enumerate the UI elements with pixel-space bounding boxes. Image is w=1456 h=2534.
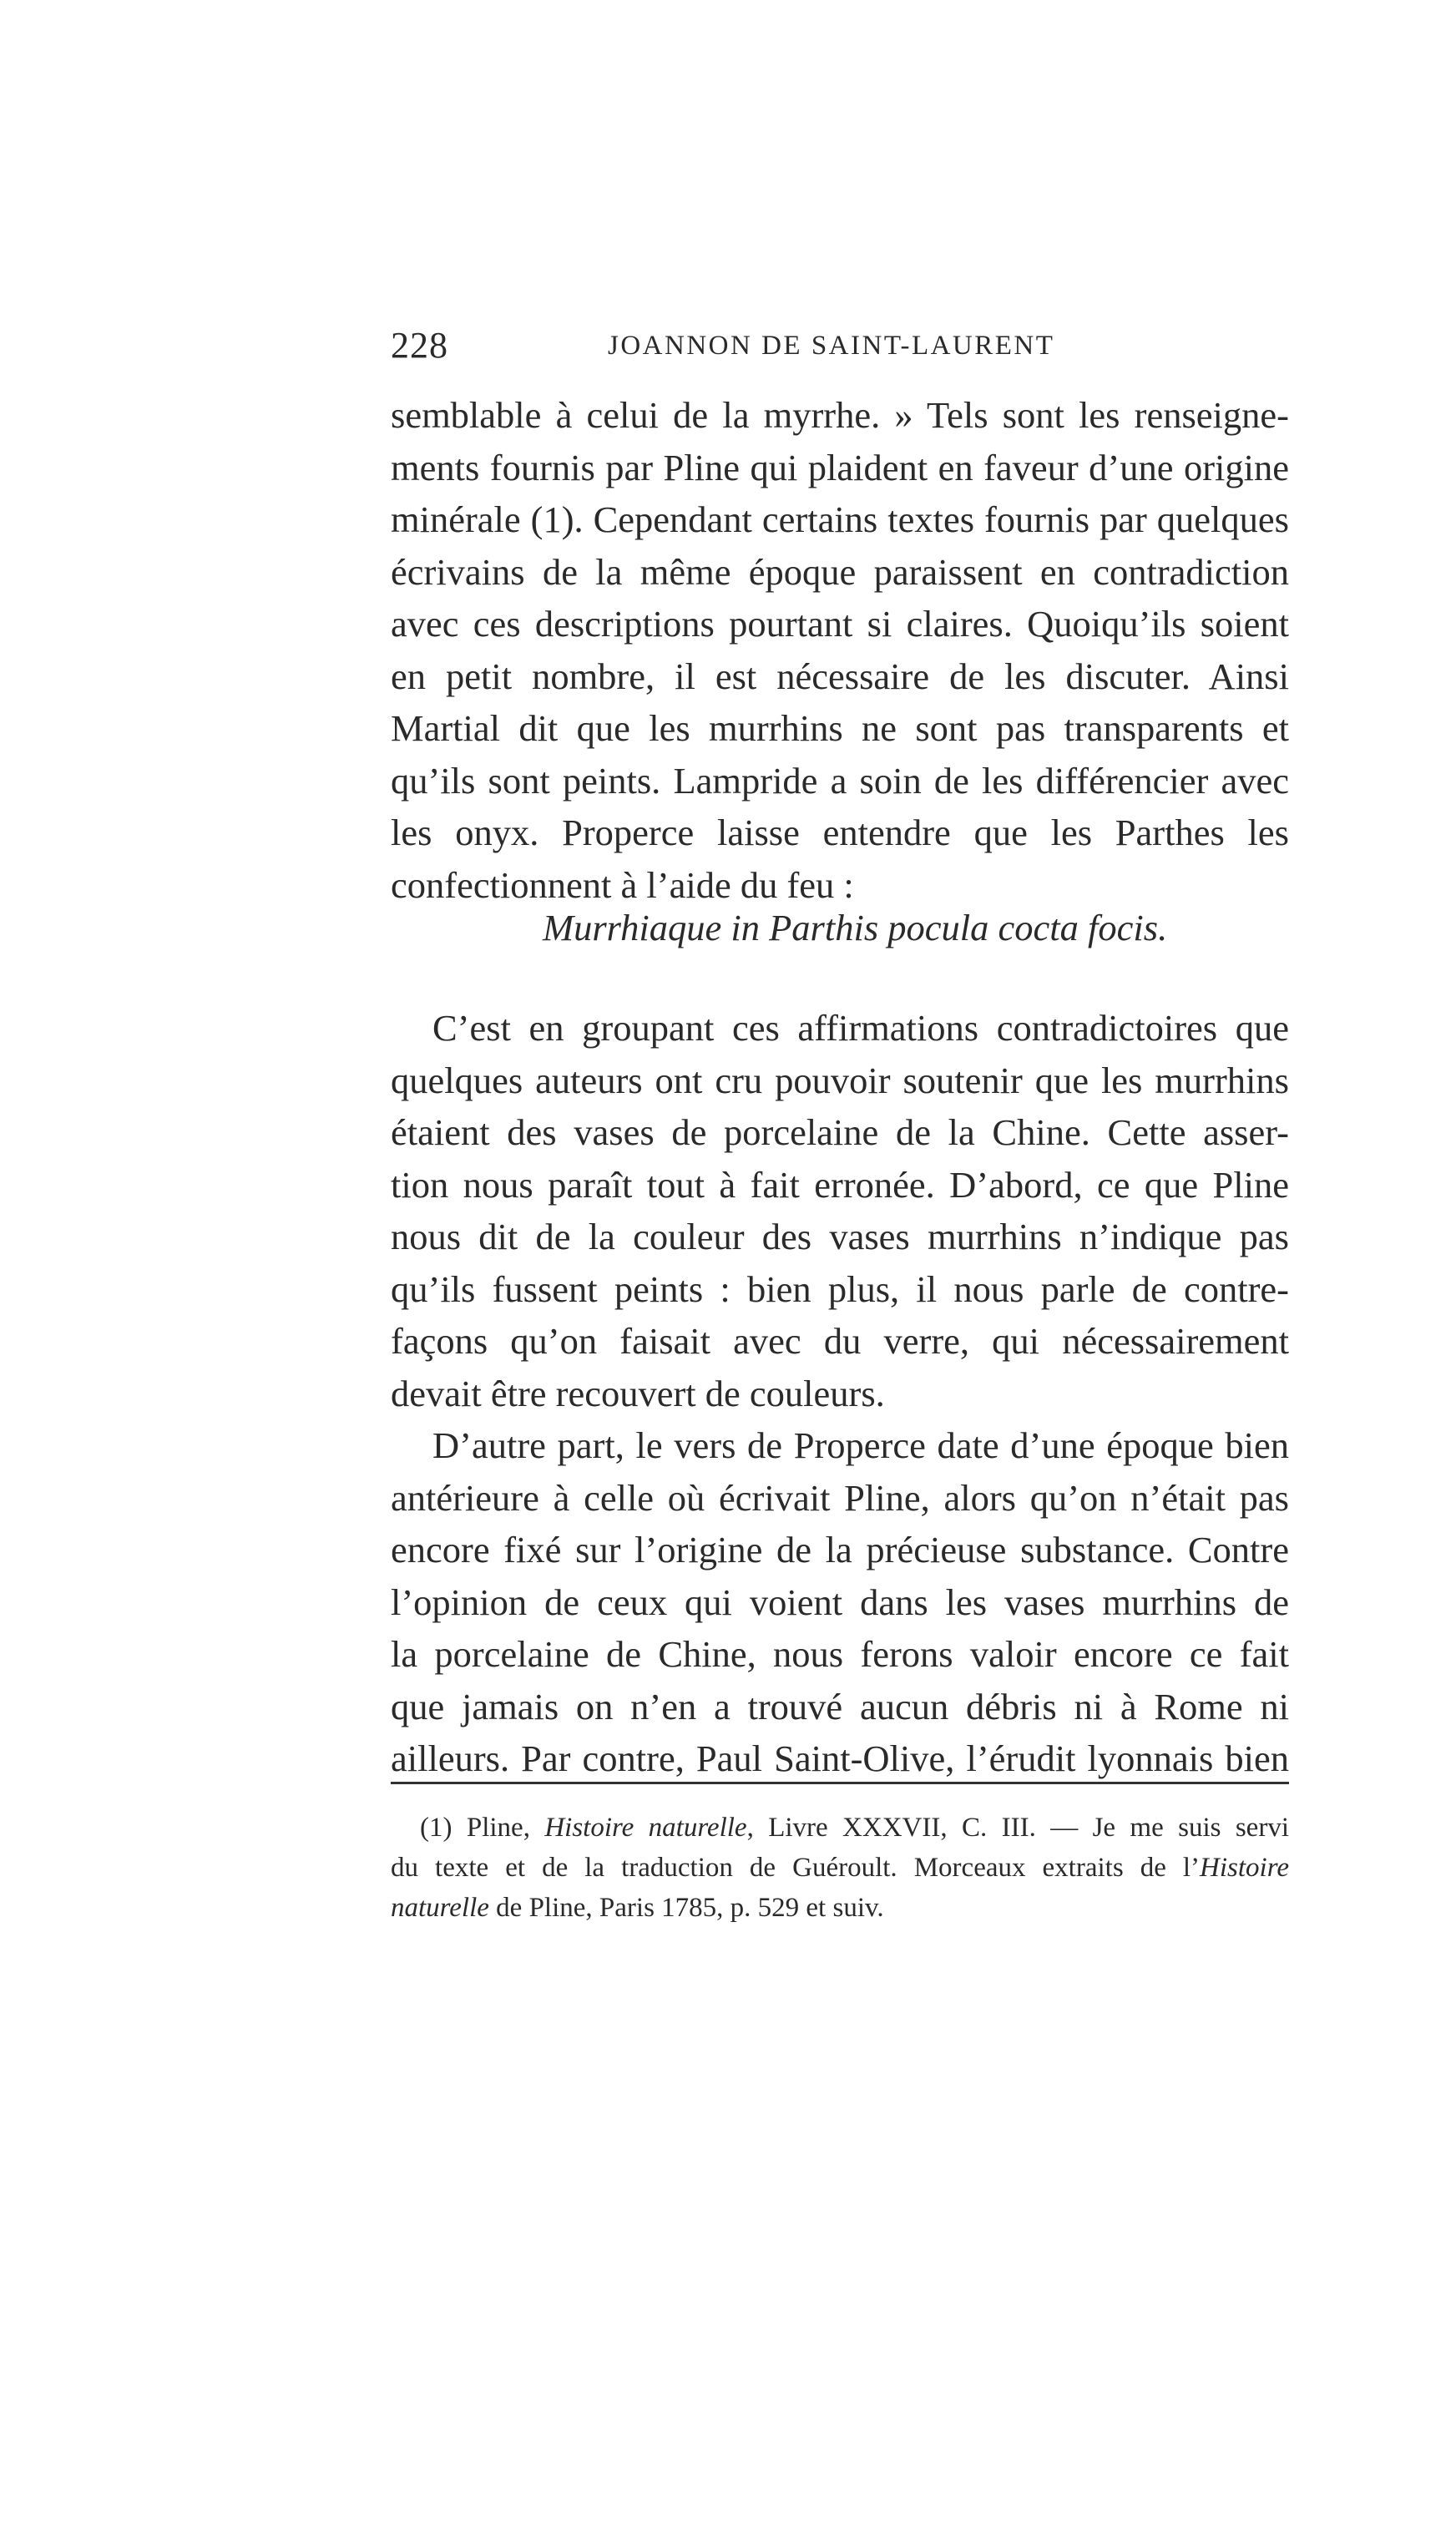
running-head: JOANNON DE SAINT-LAURENT bbox=[608, 331, 1055, 361]
text-line: écrivains de la même époque paraissent en contradiction bbox=[391, 550, 1289, 593]
text-line: encore fixé sur l’origine de la précieuse substance. Contre bbox=[391, 1529, 1289, 1570]
text-line: l’opinion de ceux qui voient dans les vases murrhins de bbox=[391, 1581, 1289, 1623]
text-line: qu’ils fussent peints : bien plus, il nous parle de contre- bbox=[391, 1267, 1289, 1310]
latin-verse-quote: Murrhiaque in Parthis pocula cocta focis. bbox=[543, 907, 1168, 948]
text-line: les onyx. Properce laisse entendre que les Parthes les bbox=[391, 812, 1289, 853]
text-line: en petit nombre, il est nécessaire de les discuter. Ainsi bbox=[391, 655, 1289, 697]
text-line: C’est en groupant ces affirmations contradictoires que bbox=[432, 1007, 1289, 1049]
footnote-line: (1) Pline, Histoire naturelle, Livre XXXVII, C. III. — Je me suis servi bbox=[420, 1813, 1289, 1843]
page-header bbox=[391, 324, 1289, 374]
text-line: semblable à celui de la myrrhe. » Tels sont les renseigne- bbox=[391, 394, 1289, 436]
footnote bbox=[391, 1808, 1289, 1928]
text-line: qu’ils sont peints. Lampride a soin de les différencier avec bbox=[391, 759, 1289, 802]
text-line: tion nous paraît tout à fait erronée. D’abord, ce que Pline bbox=[391, 1163, 1289, 1206]
text-line: D’autre part, le vers de Properce date d’une époque bien bbox=[432, 1424, 1289, 1466]
text-line: façons qu’on faisait avec du verre, qui nécessairement bbox=[391, 1320, 1289, 1362]
text-line: antérieure à celle où écrivait Pline, alors qu’on n’était pas bbox=[391, 1476, 1289, 1519]
text-line: la porcelaine de Chine, nous ferons valoir encore ce fait bbox=[391, 1633, 1289, 1675]
text-line: que jamais on n’en a trouvé aucun débris ni à Rome ni bbox=[391, 1685, 1289, 1727]
text-line: quelques auteurs ont cru pouvoir soutenir que les murrhins bbox=[391, 1059, 1289, 1101]
paragraph-2-3 bbox=[391, 1002, 1289, 1785]
text-line: étaient des vases de porcelaine de la Chine. Cette asser- bbox=[391, 1111, 1289, 1153]
text-line: avec ces descriptions pourtant si claires. Quoiqu’ils soient bbox=[391, 603, 1289, 645]
paragraph-1 bbox=[391, 389, 1289, 911]
page-number: 228 bbox=[391, 325, 448, 366]
text-line: confectionnent à l’aide du feu : bbox=[391, 863, 854, 906]
text-line: ments fournis par Pline qui plaident en faveur d’une origine bbox=[391, 446, 1289, 488]
text-line: minérale (1). Cependant certains textes fournis par quelques bbox=[391, 498, 1289, 540]
footnote-line: naturelle de Pline, Paris 1785, p. 529 et suiv. bbox=[391, 1893, 884, 1923]
text-line: ailleurs. Par contre, Paul Saint-Olive, l’érudit lyonnais bien bbox=[391, 1737, 1289, 1779]
text-line: Martial dit que les murrhins ne sont pas transparents et bbox=[391, 707, 1289, 749]
footnote-line: du texte et de la traduction de Guéroult. Morceaux extraits de l’Histoire bbox=[391, 1853, 1289, 1883]
text-line: devait être recouvert de couleurs. bbox=[391, 1372, 885, 1414]
text-line: nous dit de la couleur des vases murrhins n’indique pas bbox=[391, 1216, 1289, 1257]
footnote-rule bbox=[391, 1782, 1289, 1784]
